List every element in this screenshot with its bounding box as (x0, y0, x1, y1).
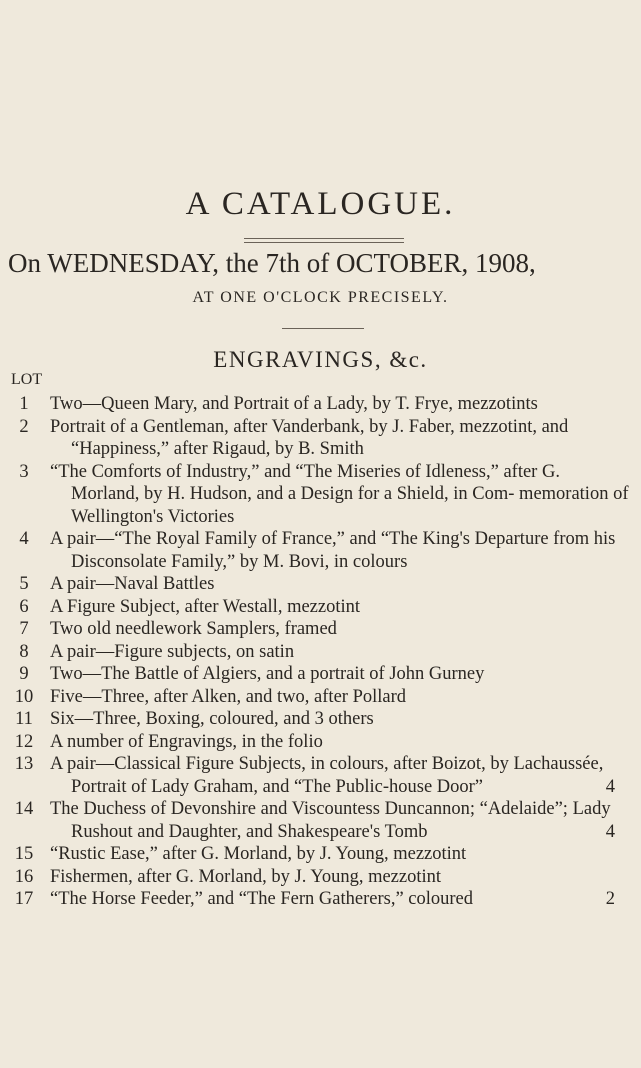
sale-time: AT ONE O'CLOCK PRECISELY. (192, 289, 449, 306)
list-item (0, 641, 641, 664)
list-item (0, 528, 641, 573)
list-item (0, 731, 641, 754)
list-item (0, 573, 641, 596)
list-item (0, 393, 641, 416)
lot-description: “The Comforts of Industry,” and “The Miseries of Idleness,” after G. Morland, by H. Hudson, and a Design for a Shield, in Com- memoration of Wellington's Victories (50, 461, 629, 527)
lot-description: Five—Three, after Alken, and two, after Pollard (50, 686, 407, 707)
catalogue-title: A CATALOGUE. (185, 186, 456, 222)
list-item (0, 618, 641, 641)
lot-description: “Rustic Ease,” after G. Morland, by J. Young, mezzotint (50, 844, 467, 864)
title-divider (244, 238, 404, 243)
lot-number: 13 (14, 754, 34, 774)
list-item (0, 663, 641, 686)
section-divider (282, 328, 364, 329)
lot-number: 8 (19, 641, 29, 662)
list-item (0, 798, 641, 843)
lot-number: 7 (19, 619, 29, 639)
lot-description: Six—Three, Boxing, coloured, and 3 others (50, 709, 374, 729)
lot-description: Two—The Battle of Algiers, and a portrait of John Gurney (50, 664, 485, 684)
lot-number: 9 (19, 664, 29, 684)
lot-number: 15 (14, 844, 34, 864)
lot-number: 10 (14, 686, 34, 707)
lot-number: 12 (14, 731, 34, 752)
lot-description: Two—Queen Mary, and Portrait of a Lady, by T. Frye, mezzotints (50, 394, 538, 414)
lot-description: A pair—“The Royal Family of France,” and “The King's Departure from his Disconsolate Family,” by M. Bovi, in colours (50, 529, 616, 572)
lot-list (0, 393, 641, 911)
lot-description: “The Horse Feeder,” and “The Fern Gatherers,” coloured (50, 889, 474, 909)
lot-description: A pair—Classical Figure Subjects, in colours, after Boizot, by Lachaussée, Portrait of Lady Graham, and “The Public-house Door” (50, 754, 604, 797)
list-item (0, 888, 641, 911)
lot-description: Fishermen, after G. Morland, by J. Young, mezzotint (50, 866, 442, 887)
lot-description: A Figure Subject, after Westall, mezzotint (50, 596, 361, 617)
list-item (0, 753, 641, 798)
lot-column-header: LOT (11, 371, 43, 388)
list-item (0, 686, 641, 709)
lot-description: A pair—Naval Battles (50, 574, 215, 594)
lot-number: 3 (19, 461, 29, 482)
lot-quantity: 4 (605, 821, 615, 842)
lot-quantity: 2 (605, 889, 615, 909)
lot-quantity: 4 (605, 776, 615, 797)
lot-description: Two old needlework Samplers, framed (50, 619, 337, 639)
list-item (0, 843, 641, 866)
lot-number: 1 (19, 394, 29, 414)
lot-number: 5 (19, 574, 29, 594)
lot-description: A number of Engravings, in the folio (50, 731, 323, 752)
lot-number: 16 (14, 866, 34, 887)
lot-number: 4 (19, 529, 29, 549)
lot-number: 17 (14, 889, 34, 909)
list-item (0, 461, 641, 529)
lot-number: 6 (19, 596, 29, 617)
list-item (0, 866, 641, 889)
list-item (0, 596, 641, 619)
section-heading: ENGRAVINGS, &c. (213, 347, 428, 372)
lot-number: 2 (19, 416, 29, 437)
lot-description: A pair—Figure subjects, on satin (50, 641, 295, 662)
lot-description: Portrait of a Gentleman, after Vanderbank, by J. Faber, mezzotint, and “Happiness,” after Rigaud, by B. Smith (50, 416, 569, 459)
lot-description: The Duchess of Devonshire and Viscountess Duncannon; “Adelaide”; Lady Rushout and Daughter, and Shakespeare's Tomb (50, 799, 611, 842)
list-item (0, 416, 641, 461)
sale-dateline: On WEDNESDAY, the 7th of OCTOBER, 1908, (8, 248, 536, 278)
lot-number: 11 (15, 709, 33, 729)
lot-number: 14 (14, 799, 34, 819)
list-item (0, 708, 641, 731)
